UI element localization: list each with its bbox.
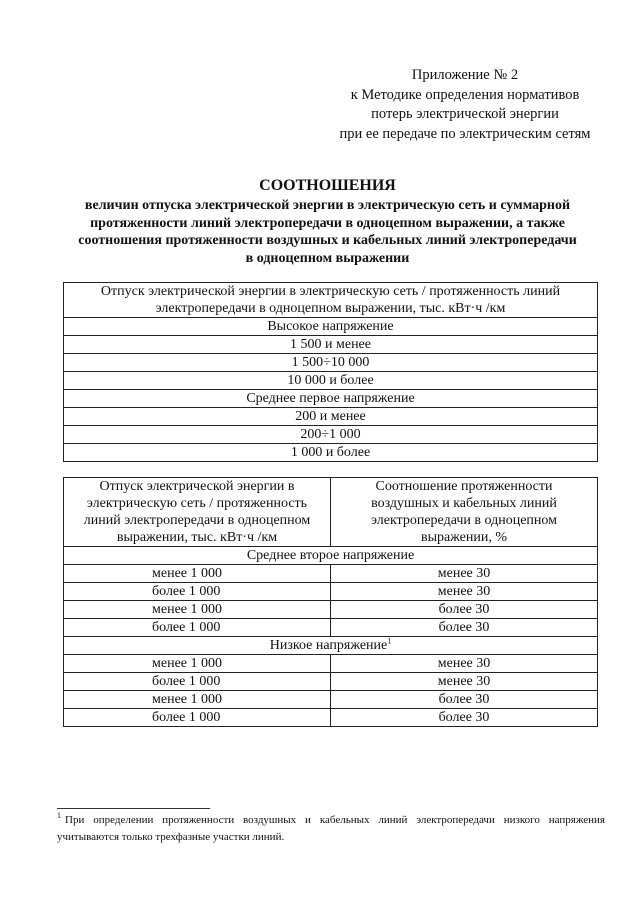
table-row	[64, 709, 598, 727]
appendix-line: к Методике определения нормативов	[350, 86, 580, 103]
header-line: электропередачи в одноцепном	[370, 513, 557, 528]
header-line: Отпуск электрической энергии в электрическую сеть / протяженность линий	[100, 284, 561, 299]
header-line: Соотношение протяженности	[375, 479, 553, 494]
footnote-text: При определении протяженности воздушных и кабельных линий электропередачи низкого напряжения учитываются только трехфазные участки линий.	[57, 814, 605, 843]
header-line: Отпуск электрической энергии в	[99, 479, 295, 494]
table-cell: более 1 000	[64, 709, 331, 727]
table-cell: 200 и менее	[64, 408, 598, 426]
table-row	[64, 601, 598, 619]
subtitle-line: соотношения протяженности воздушных и кабельных линий электропередачи	[78, 233, 577, 248]
section-cell: Среднее второе напряжение	[64, 547, 598, 565]
header-line: электрическую сеть / протяженность	[86, 496, 308, 511]
table-cell: менее 1 000	[64, 565, 331, 583]
title-subtitle	[50, 197, 605, 267]
section-cell: Высокое напряжение	[64, 318, 598, 336]
table-cell: менее 30	[331, 655, 598, 673]
table-cell: более 1 000	[64, 673, 331, 691]
table-cell: менее 1 000	[64, 655, 331, 673]
table-high-medium1-voltage	[63, 282, 598, 462]
table-row	[64, 318, 598, 336]
table-row	[64, 444, 598, 462]
appendix-line: при ее передаче по электрическим сетям	[339, 125, 591, 142]
header-line: выражении, %	[420, 530, 508, 545]
table-row	[64, 390, 598, 408]
header-line: электропередачи в одноцепном выражении, тыс. кВт·ч /км	[155, 301, 506, 316]
table-row	[64, 673, 598, 691]
table-medium2-low-voltage	[63, 477, 598, 727]
table-cell: 1 000 и более	[64, 444, 598, 462]
appendix-line: Приложение № 2	[411, 67, 519, 83]
table-cell: более 30	[331, 709, 598, 727]
subtitle-line: величин отпуска электрической энергии в электрическую сеть и суммарной	[84, 198, 571, 213]
table-header-left	[64, 478, 331, 547]
table-section-row	[64, 637, 598, 655]
section-label: Низкое напряжение	[269, 638, 388, 653]
table-cell: менее 30	[331, 565, 598, 583]
table-cell: 1 500 и менее	[64, 336, 598, 354]
section-cell: Среднее первое напряжение	[64, 390, 598, 408]
document-title	[50, 176, 605, 267]
footnote-reference[interactable]: 1	[387, 636, 392, 646]
table-header-row	[64, 283, 598, 318]
table-row	[64, 583, 598, 601]
table-cell: более 30	[331, 601, 598, 619]
appendix-line: потерь электрической энергии	[371, 106, 559, 122]
title-main: СООТНОШЕНИЯ	[259, 177, 396, 194]
subtitle-line: протяженности линий электропередачи в одноцепном выражении, а также	[90, 215, 565, 231]
footnote-divider	[57, 808, 210, 809]
table-header-row	[64, 478, 598, 547]
table-row	[64, 408, 598, 426]
table-row	[64, 354, 598, 372]
table-cell: более 1 000	[64, 583, 331, 601]
table-row	[64, 655, 598, 673]
appendix-reference	[300, 66, 630, 144]
header-line: выражении, тыс. кВт·ч /км	[116, 530, 278, 545]
table-row	[64, 426, 598, 444]
table-cell: менее 1 000	[64, 601, 331, 619]
header-line: воздушных и кабельных линий	[371, 496, 557, 511]
table-row	[64, 619, 598, 637]
table-cell: менее 30	[331, 673, 598, 691]
table-cell: менее 30	[331, 583, 598, 601]
footnote-mark: 1	[57, 811, 61, 821]
table-row	[64, 565, 598, 583]
table-cell: менее 1 000	[64, 691, 331, 709]
table-cell: 10 000 и более	[64, 372, 598, 390]
section-cell	[64, 637, 598, 655]
table-cell: более 30	[331, 619, 598, 637]
table-section-row	[64, 547, 598, 565]
table-header-cell	[64, 283, 598, 318]
footnote	[57, 812, 605, 846]
header-line: линий электропередачи в одноцепном	[83, 513, 311, 528]
table-row	[64, 691, 598, 709]
subtitle-line: в одноцепном выражении	[245, 250, 410, 266]
table-cell: 1 500÷10 000	[64, 354, 598, 372]
table-cell: более 1 000	[64, 619, 331, 637]
table-row	[64, 336, 598, 354]
table-cell: 200÷1 000	[64, 426, 598, 444]
table-row	[64, 372, 598, 390]
table-cell: более 30	[331, 691, 598, 709]
table-header-right	[331, 478, 598, 547]
